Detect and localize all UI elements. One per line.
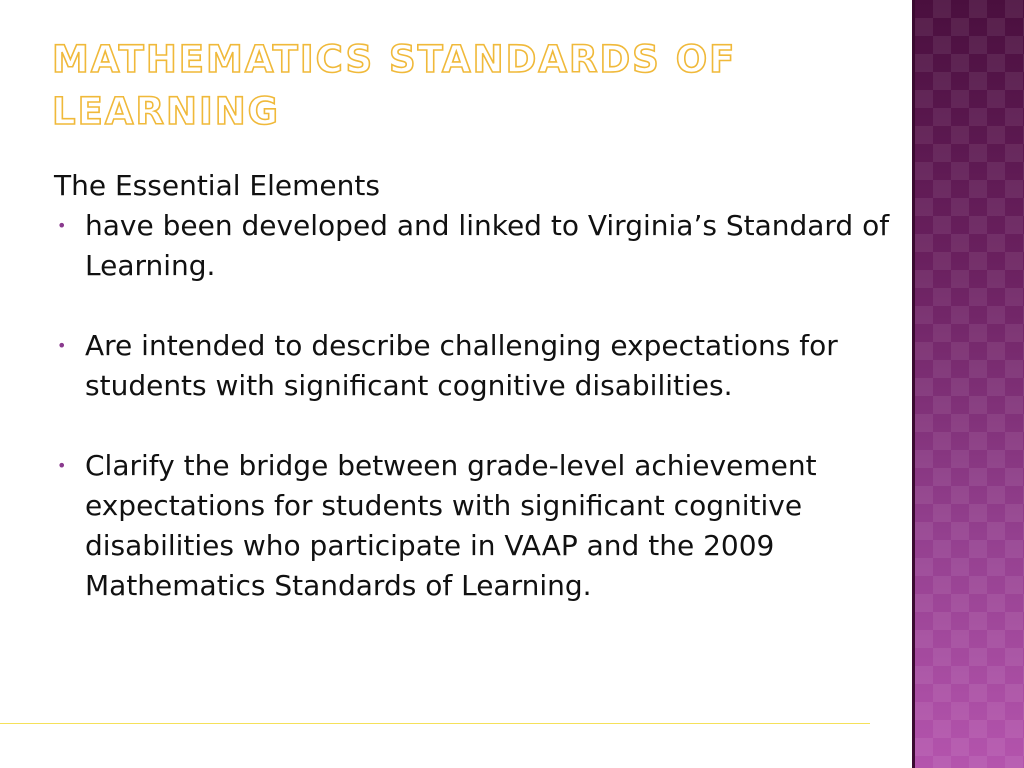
bullet-dot-icon: • xyxy=(57,336,67,355)
bullet-text: have been developed and linked to Virginia’s Standard of Learning. xyxy=(85,209,890,282)
bullet-text: Clarify the bridge between grade-level achievement expectations for students with significant cognitive disabilities who participate in VAAP and the 2009 Mathematics Standards of Learning. xyxy=(85,449,817,602)
slide-content xyxy=(54,166,894,606)
bullet-list xyxy=(54,206,894,606)
bullet-dot-icon: • xyxy=(57,216,67,235)
intro-text: The Essential Elements xyxy=(54,169,380,202)
bullet-item xyxy=(54,206,894,286)
bullet-text: Are intended to describe challenging expectations for students with significant cognitive disabilities. xyxy=(85,329,838,402)
bullet-item xyxy=(54,446,894,606)
footer-divider xyxy=(0,723,870,724)
slide-title: MATHEMATICS STANDARDS OF LEARNING xyxy=(52,38,737,133)
decorative-side-band xyxy=(912,0,1024,768)
bullet-dot-icon: • xyxy=(57,456,67,475)
bullet-item xyxy=(54,326,894,406)
